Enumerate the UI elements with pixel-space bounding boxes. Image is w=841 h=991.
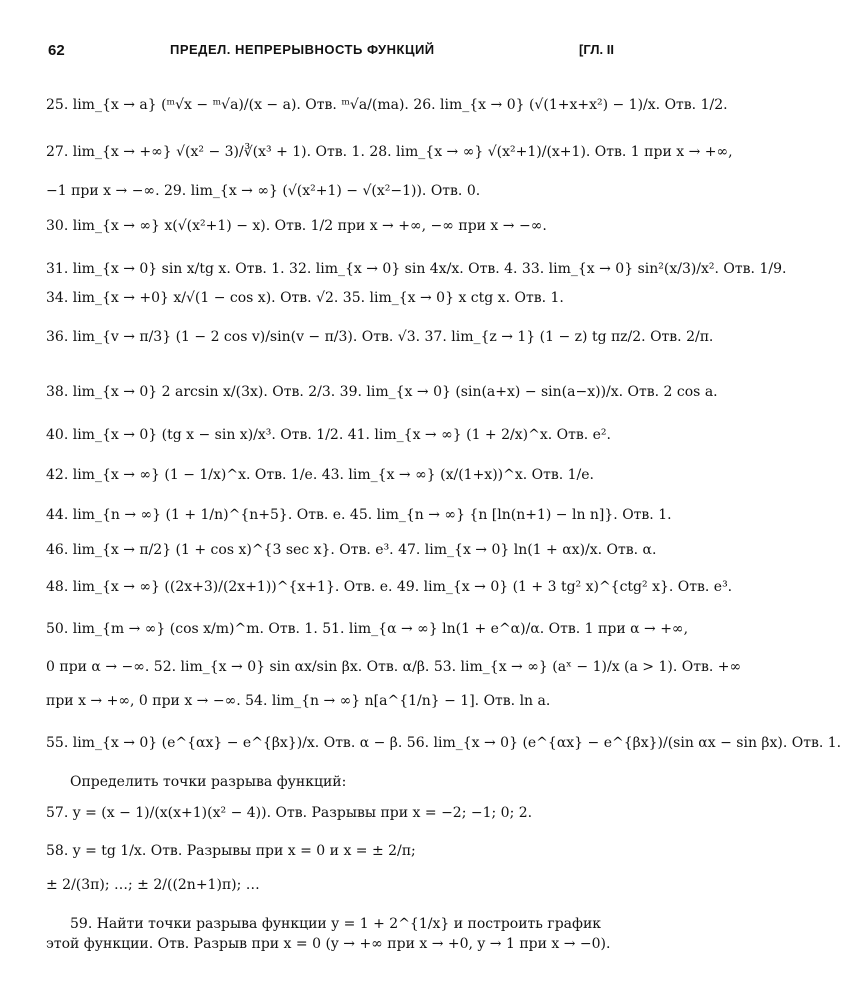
problem-line-34-35 (46, 291, 614, 305)
problem-line-53-54 (46, 694, 614, 708)
problem-text: 55. lim_{x → 0} (e^{αx} − e^{βx})/x. Отв. α − β. 56. lim_{x → 0} (e^{αx} − e^{βx})/(sin αx − sin βx). Отв. 1. (46, 735, 841, 751)
problem-line-50-51 (46, 621, 689, 637)
problem-text: 27. lim_{x → +∞} √(x² − 3)/∛(x³ + 1). Отв. 1. 28. lim_{x → ∞} √(x²+1)/(x+1). Отв. 1 при x → +∞, (46, 144, 733, 160)
problem-line-48-49 (46, 579, 733, 595)
problem-line-38-39 (46, 384, 718, 400)
problem-line-40-41 (46, 428, 614, 442)
problem-text: 50. lim_{m → ∞} (cos x/m)^m. Отв. 1. 51. lim_{α → ∞} ln(1 + e^α)/α. Отв. 1 при α → +∞, (46, 621, 689, 637)
problem-text: 44. lim_{n → ∞} (1 + 1/n)^{n+5}. Отв. e. 45. lim_{n → ∞} {n [ln(n+1) − ln n]}. Отв. 1. (46, 507, 672, 523)
problem-59: 59. Найти точки разрыва функции y = 1 + 2^{1/x} и построить график этой функции. Отв. Разрыв при x = 0 (y → +∞ при x → +0, y → 1 при x → −0). (46, 916, 611, 952)
problem-line-27-28 (46, 144, 733, 160)
problem-text: 57. y = (x − 1)/(x(x+1)(x² − 4)). Отв. Разрывы при x = −2; −1; 0; 2. (46, 805, 533, 821)
problem-line-31-33 (46, 261, 787, 277)
chapter-label: [ГЛ. II (579, 42, 614, 57)
problem-line-55-56 (46, 735, 841, 751)
problem-text: 0 при α → −∞. 52. lim_{x → 0} sin αx/sin βx. Отв. α/β. 53. lim_{x → ∞} (aˣ − 1)/x (a > 1). Отв. +∞ (46, 659, 742, 675)
problem-line-36-37 (46, 329, 714, 345)
problem-text: 25. lim_{x → a} (ᵐ√x − ᵐ√a)/(x − a). Отв. ᵐ√a/(ma). 26. lim_{x → 0} (√(1+x+x²) − 1)/x. Отв. 1/2. (46, 97, 728, 113)
problem-line-51-53 (46, 659, 742, 675)
running-title: ПРЕДЕЛ. НЕПРЕРЫВНОСТЬ ФУНКЦИЙ (170, 42, 435, 57)
problem-text: 30. lim_{x → ∞} x(√(x²+1) − x). Отв. 1/2 при x → +∞, −∞ при x → −∞. (46, 218, 547, 234)
problem-text: 34. lim_{x → +0} x/√(1 − cos x). Отв. √2. 35. lim_{x → 0} x ctg x. Отв. 1. (46, 290, 564, 306)
problem-line-30 (46, 219, 614, 233)
problem-58 (46, 844, 614, 858)
problem-line-25-26 (46, 97, 728, 113)
problem-text: 58. y = tg 1/x. Отв. Разрывы при x = 0 и x = ± 2/π; (46, 843, 416, 859)
problem-line-42-43 (46, 468, 614, 482)
problem-text: ± 2/(3π); …; ± 2/((2n+1)π); … (46, 877, 260, 893)
problem-text: 31. lim_{x → 0} sin x/tg x. Отв. 1. 32. lim_{x → 0} sin 4x/x. Отв. 4. 33. lim_{x → 0} sin²(x/3)/x². Отв. 1/9. (46, 261, 787, 277)
problem-text: 48. lim_{x → ∞} ((2x+3)/(2x+1))^{x+1}. Отв. e. 49. lim_{x → 0} (1 + 3 tg² x)^{ctg² x}. Отв. e³. (46, 579, 733, 595)
page-number: 62 (48, 42, 65, 59)
problem-text: 42. lim_{x → ∞} (1 − 1/x)^x. Отв. 1/e. 43. lim_{x → ∞} (x/(1+x))^x. Отв. 1/e. (46, 467, 595, 483)
instruction-text: Определить точки разрыва функций: (70, 774, 347, 790)
problem-text: при x → +∞, 0 при x → −∞. 54. lim_{n → ∞} n[a^{1/n} − 1]. Отв. ln a. (46, 693, 551, 709)
problem-text: 40. lim_{x → 0} (tg x − sin x)/x³. Отв. 1/2. 41. lim_{x → ∞} (1 + 2/x)^x. Отв. e². (46, 427, 611, 443)
problem-text: 36. lim_{v → π/3} (1 − 2 cos v)/sin(v − π/3). Отв. √3. 37. lim_{z → 1} (1 − z) tg πz/2. Отв. 2/π. (46, 329, 714, 345)
problem-line-28-29 (46, 184, 614, 198)
problem-58-continued (46, 878, 614, 892)
problem-text: 38. lim_{x → 0} 2 arcsin x/(3x). Отв. 2/3. 39. lim_{x → 0} (sin(a+x) − sin(a−x))/x. Отв. 2 cos a. (46, 384, 718, 400)
problem-line-44-45 (46, 507, 672, 523)
problem-text: 46. lim_{x → π/2} (1 + cos x)^{3 sec x}. Отв. e³. 47. lim_{x → 0} ln(1 + αx)/x. Отв. α. (46, 542, 657, 558)
problem-line-46-47 (46, 542, 657, 558)
problem-57 (46, 806, 614, 820)
problem-text: −1 при x → −∞. 29. lim_{x → ∞} (√(x²+1) − √(x²−1)). Отв. 0. (46, 183, 481, 199)
